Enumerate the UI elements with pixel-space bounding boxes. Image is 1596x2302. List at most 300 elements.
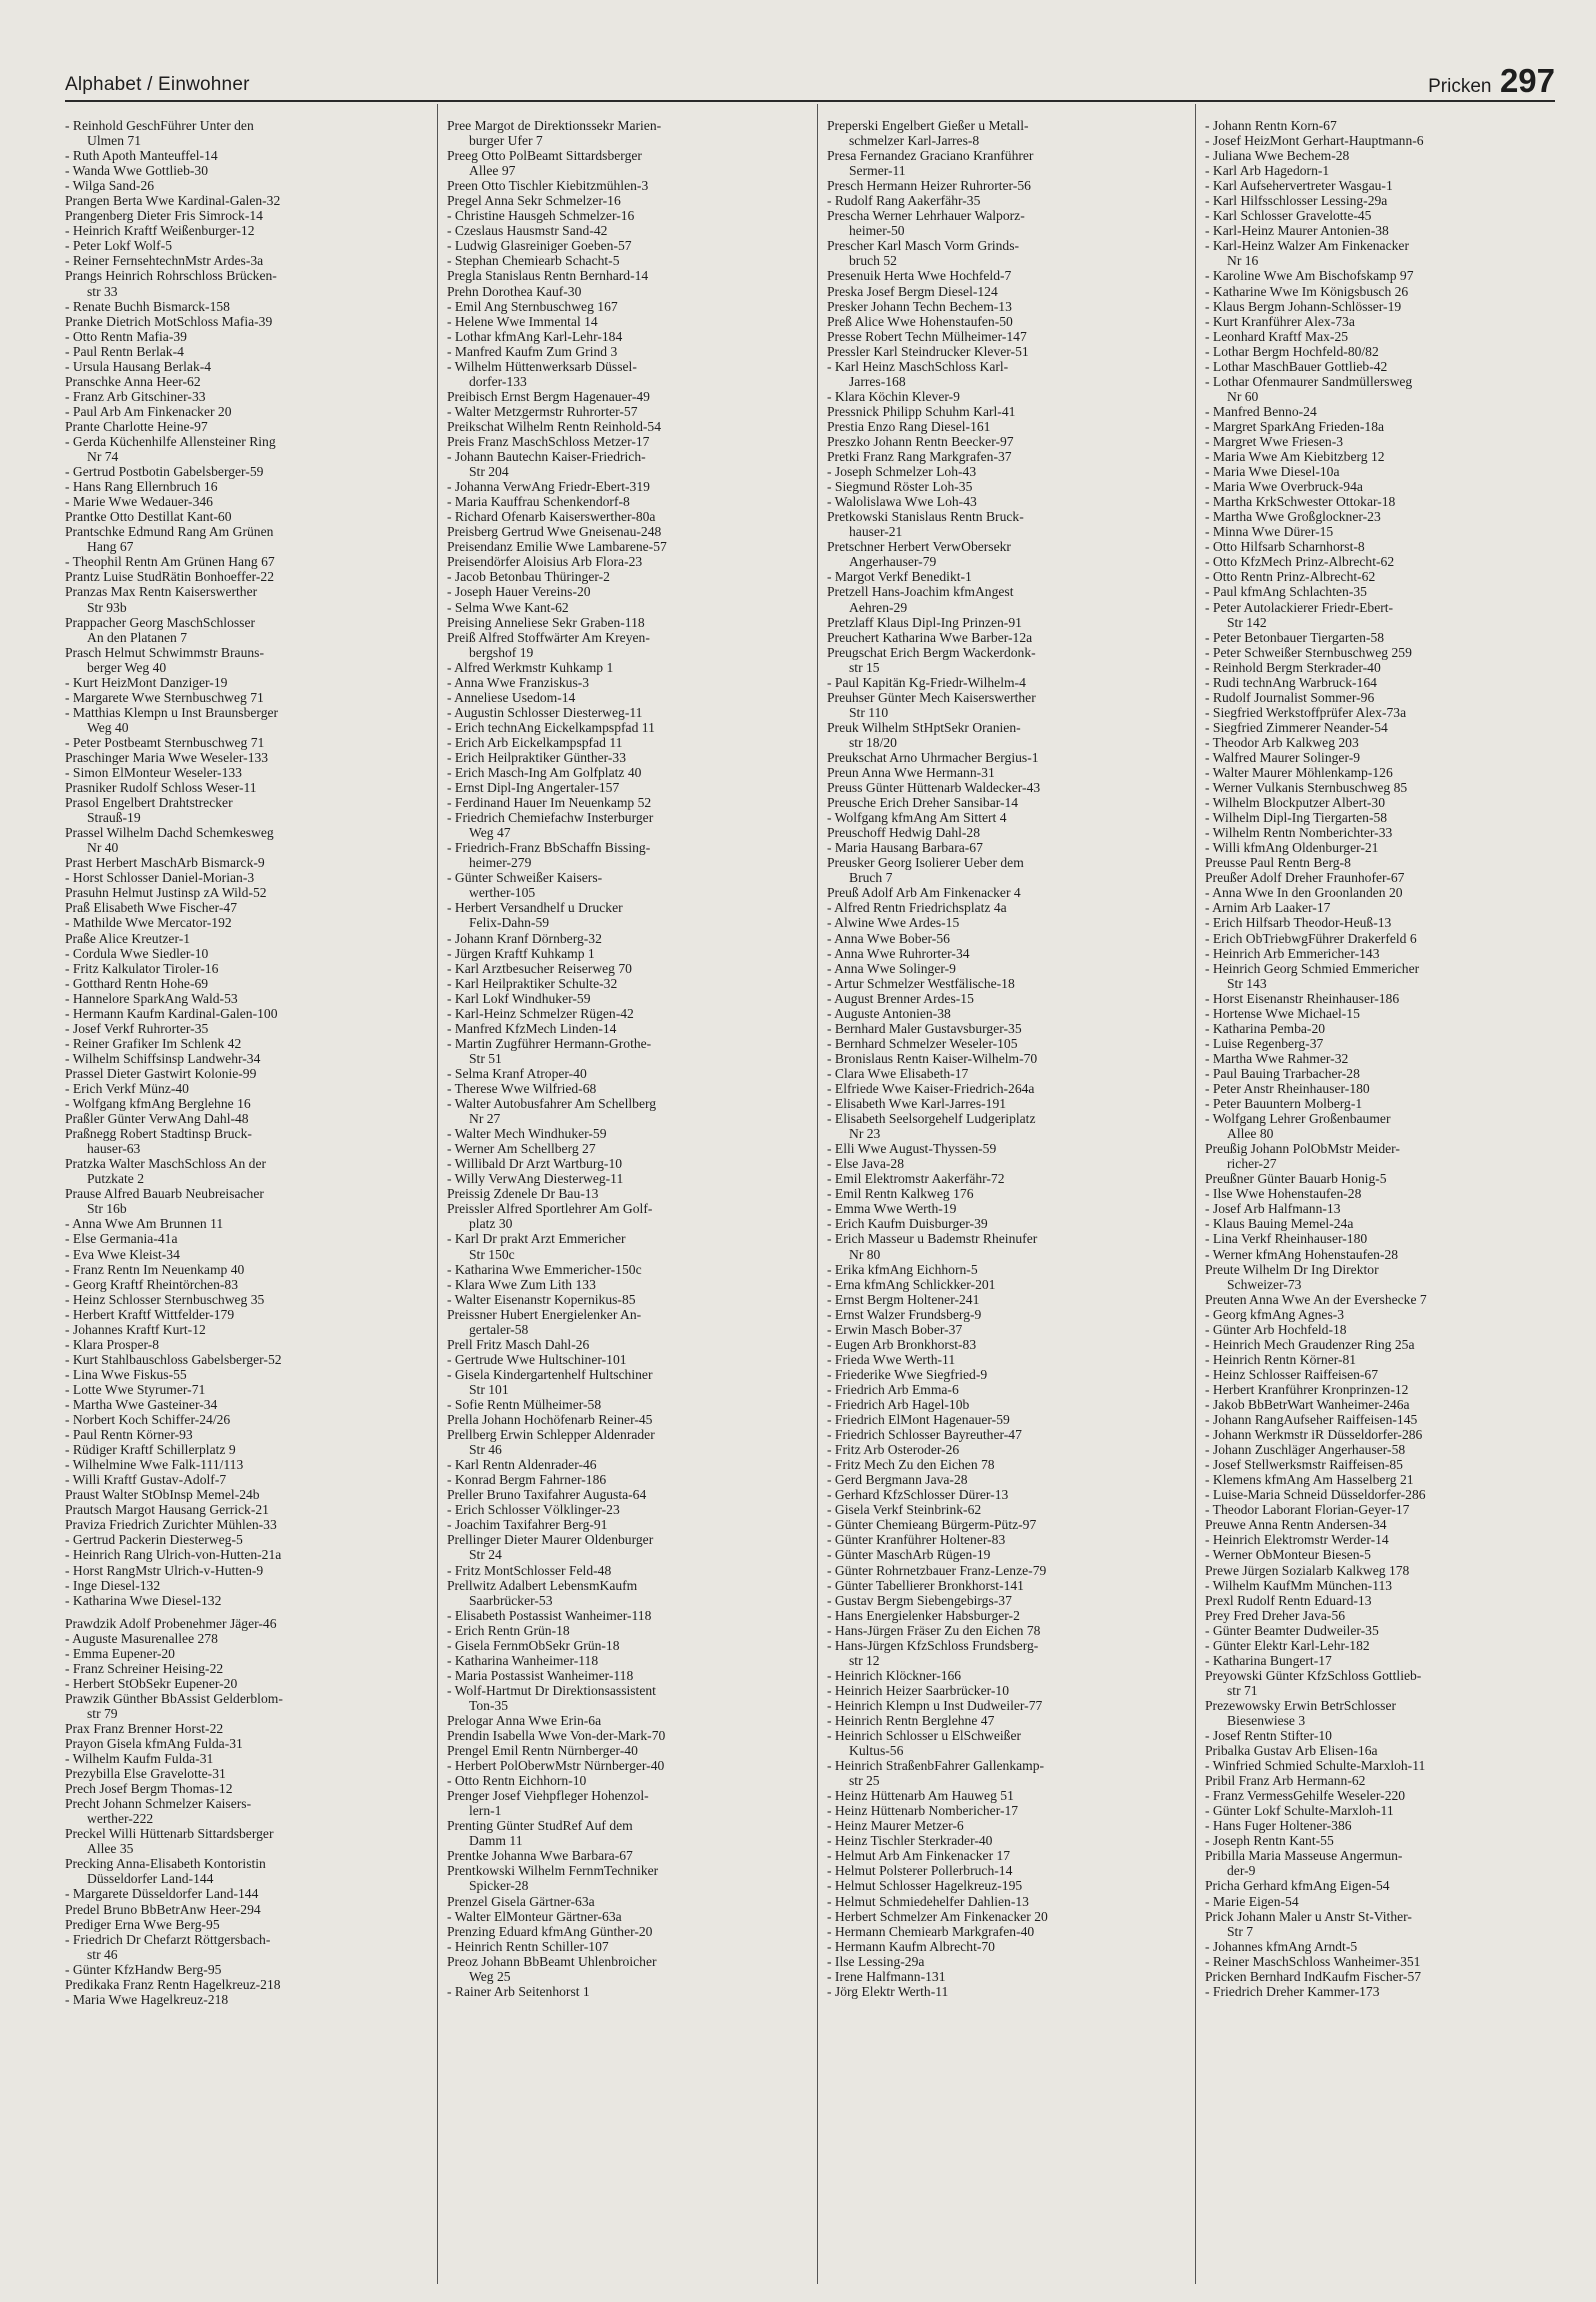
directory-entry: - Klaus Bergm Johann-Schlösser-19 — [1205, 298, 1402, 314]
entry-continuation: Nr 27 — [469, 1111, 501, 1127]
directory-entry: - Wolfgang kfmAng Berglehne 16 — [65, 1096, 251, 1112]
directory-entry: - Gertrud Packerin Diesterweg-5 — [65, 1532, 243, 1548]
directory-entry: - Fritz Arb Osteroder-26 — [827, 1442, 960, 1458]
directory-entry: Prassel Dieter Gastwirt Kolonie-99 — [65, 1065, 257, 1081]
entry-continuation: werther-105 — [469, 885, 536, 901]
directory-entry: - Lina Verkf Rheinhauser-180 — [1205, 1231, 1368, 1247]
directory-entry: Preuhser Günter Mech Kaiserswerther — [827, 689, 1036, 705]
directory-entry: Prediger Erna Wwe Berg-95 — [65, 1916, 220, 1932]
directory-entry: - Sofie Rentn Mülheimer-58 — [447, 1396, 602, 1412]
directory-entry: Preller Bruno Taxifahrer Augusta-64 — [447, 1487, 647, 1503]
directory-entry: - Matthias Klempn u Inst Braunsberger — [65, 704, 279, 720]
directory-entry: Prangs Heinrich Rohrschloss Brücken- — [65, 268, 277, 284]
entry-continuation: Allee 35 — [87, 1841, 134, 1857]
entry-continuation: str 79 — [87, 1705, 118, 1721]
directory-entry: - Josef Verkf Ruhrorter-35 — [65, 1020, 209, 1036]
directory-entry: - Maria Wwe Diesel-10a — [1205, 464, 1340, 480]
directory-entry: Preoz Johann BbBeamt Uhlenbroicher — [447, 1953, 657, 1969]
directory-entry: - Wilhelm KaufMm München-113 — [1205, 1577, 1393, 1593]
directory-entry: Preute Wilhelm Dr Ing Direktor — [1205, 1261, 1379, 1277]
directory-entry: - Peter Betonbauer Tiergarten-58 — [1205, 629, 1385, 645]
directory-entry: - Bernhard Schmelzer Weseler-105 — [827, 1035, 1018, 1051]
directory-entry: Prexl Rudolf Rentn Eduard-13 — [1205, 1592, 1372, 1608]
directory-entry: - Horst RangMstr Ulrich-v-Hutten-9 — [65, 1562, 264, 1578]
directory-entry: - Elisabeth Wwe Karl-Jarres-191 — [827, 1096, 1007, 1112]
directory-entry: - Georg Kraftf Rheintörchen-83 — [65, 1276, 239, 1292]
directory-entry: - Hermann Chemiearb Markgrafen-40 — [827, 1923, 1035, 1939]
directory-entry: Prast Herbert MaschArb Bismarck-9 — [65, 855, 265, 871]
directory-entry: Pribilla Maria Masseuse Angermun- — [1205, 1848, 1403, 1864]
directory-entry: Prause Alfred Bauarb Neubreisacher — [65, 1186, 264, 1202]
directory-entry: - Wilhelmine Wwe Falk-111/113 — [65, 1457, 244, 1473]
directory-entry: Prellinger Dieter Maurer Oldenburger — [447, 1532, 654, 1548]
entry-continuation: Bruch 7 — [849, 870, 893, 886]
directory-entry: Prenzing Eduard kfmAng Günther-20 — [447, 1923, 653, 1939]
directory-entry: - Czeslaus Hausmstr Sand-42 — [447, 223, 608, 239]
directory-entry: - Herbert PolOberwMstr Nürnberger-40 — [447, 1758, 665, 1774]
directory-entry: - Manfred KfzMech Linden-14 — [447, 1020, 617, 1036]
entry-continuation: An den Platanen 7 — [87, 629, 188, 645]
directory-column-2 — [447, 118, 809, 2288]
entry-continuation: Strauß-19 — [87, 810, 141, 826]
entry-continuation: burger Ufer 7 — [469, 133, 543, 149]
directory-entry: - Gustav Bergm Siebengebirgs-37 — [827, 1592, 1012, 1608]
directory-entry: - Karl-Heinz Maurer Antonien-38 — [1205, 223, 1389, 239]
directory-entry: - Werner Am Schellberg 27 — [447, 1141, 596, 1157]
directory-entry: - Emil Ang Sternbuschweg 167 — [447, 298, 618, 314]
directory-entry: Prayon Gisela kfmAng Fulda-31 — [65, 1736, 243, 1752]
directory-entry: - Peter Bauuntern Molberg-1 — [1205, 1096, 1363, 1112]
directory-entry: Precking Anna-Elisabeth Kontoristin — [65, 1856, 266, 1872]
directory-entry: - August Brenner Ardes-15 — [827, 990, 974, 1006]
directory-entry: Prezybilla Else Gravelotte-31 — [65, 1766, 226, 1782]
directory-entry: Praß Elisabeth Wwe Fischer-47 — [65, 900, 237, 916]
directory-entry: - Günter Rohrnetzbauer Franz-Lenze-79 — [827, 1562, 1047, 1578]
entry-continuation: Putzkate 2 — [87, 1171, 145, 1187]
directory-entry: - Kurt Kranführer Alex-73a — [1205, 313, 1355, 329]
directory-entry: - Elisabeth Seelsorgehelf Ludgeriplatz — [827, 1111, 1036, 1127]
entry-continuation: Biesenwiese 3 — [1227, 1712, 1306, 1728]
directory-entry: - Elli Wwe August-Thyssen-59 — [827, 1141, 997, 1157]
directory-entry: - Friedrich Dreher Kammer-173 — [1205, 1983, 1380, 1999]
directory-entry: - Hortense Wwe Michael-15 — [1205, 1005, 1360, 1021]
directory-entry: Praust Walter StObInsp Memel-24b — [65, 1487, 260, 1503]
directory-entry: - Peter Lokf Wolf-5 — [65, 238, 172, 254]
entry-continuation: Angerhauser-79 — [849, 554, 937, 570]
directory-entry: - Walfred Maurer Solinger-9 — [1205, 749, 1361, 765]
entry-continuation: str 12 — [849, 1652, 880, 1668]
directory-entry: - Wolf-Hartmut Dr Direktionsassistent — [447, 1682, 656, 1698]
directory-entry: Presch Hermann Heizer Ruhrorter-56 — [827, 178, 1031, 194]
entry-continuation: heimer-279 — [469, 855, 532, 871]
directory-entry: - Reiner FernsehtechnMstr Ardes-3a — [65, 253, 264, 269]
directory-entry: - Bronislaus Rentn Kaiser-Wilhelm-70 — [827, 1050, 1038, 1066]
directory-entry: - Maria Postassist Wanheimer-118 — [447, 1667, 634, 1683]
directory-entry: - Hans Energielenker Habsburger-2 — [827, 1607, 1020, 1623]
section-title: Alphabet / Einwohner — [65, 74, 250, 95]
directory-entry: - Erich Masch-Ing Am Golfplatz 40 — [447, 765, 642, 781]
directory-entry: - Heinrich Rentn Berglehne 47 — [827, 1712, 995, 1728]
directory-entry: - Heinrich StraßenbFahrer Gallenkamp- — [827, 1758, 1045, 1774]
directory-entry: Preuten Anna Wwe An der Evershecke 7 — [1205, 1291, 1427, 1307]
directory-entry: - Emil Rentn Kalkweg 176 — [827, 1186, 974, 1202]
directory-entry: - Gotthard Rentn Hohe-69 — [65, 975, 209, 991]
directory-entry: - Konrad Bergm Fahrner-186 — [447, 1472, 607, 1488]
directory-entry: - Kurt Stahlbauschloss Gabelsberger-52 — [65, 1351, 282, 1367]
directory-entry: - Erika kfmAng Eichhorn-5 — [827, 1261, 978, 1277]
directory-entry: - Katharina Wwe Diesel-132 — [65, 1592, 222, 1608]
directory-entry: - Auguste Antonien-38 — [827, 1005, 951, 1021]
directory-entry: Pregla Stanislaus Rentn Bernhard-14 — [447, 268, 649, 284]
directory-entry: - Martha Wwe Rahmer-32 — [1205, 1050, 1349, 1066]
directory-entry: - Luise-Maria Schneid Düsseldorfer-286 — [1205, 1487, 1426, 1503]
directory-entry: - Margret SparkAng Frieden-18a — [1205, 418, 1385, 434]
directory-entry: - Eva Wwe Kleist-34 — [65, 1246, 180, 1262]
directory-entry: - Stephan Chemiearb Schacht-5 — [447, 253, 620, 269]
directory-entry: - Ferdinand Hauer Im Neuenkamp 52 — [447, 795, 652, 811]
directory-entry: - Helmut Schlosser Hagelkreuz-195 — [827, 1878, 1023, 1894]
directory-entry: - Joachim Taxifahrer Berg-91 — [447, 1517, 608, 1533]
directory-entry: Praviza Friedrich Zurichter Mühlen-33 — [65, 1517, 277, 1533]
directory-entry: - Peter Postbeamt Sternbuschweg 71 — [65, 734, 265, 750]
directory-entry: - Gerda Küchenhilfe Allensteiner Ring — [65, 433, 276, 449]
directory-entry: - Johannes Kraftf Kurt-12 — [65, 1321, 206, 1337]
directory-entry: Preising Anneliese Sekr Graben-118 — [447, 614, 645, 630]
directory-entry: - Erich Verkf Münz-40 — [65, 1081, 189, 1096]
directory-entry: Preissig Zdenele Dr Bau-13 — [447, 1186, 599, 1202]
directory-entry: - Karl Schlosser Gravelotte-45 — [1205, 208, 1372, 224]
directory-entry: - Lothar Ofenmaurer Sandmüllersweg — [1205, 373, 1413, 389]
directory-entry: - Auguste Masurenallee 278 — [65, 1630, 218, 1646]
directory-entry: - Wilhelm Dipl-Ing Tiergarten-58 — [1205, 810, 1388, 826]
directory-entry: - Herbert Schmelzer Am Finkenacker 20 — [827, 1908, 1048, 1924]
directory-entry: - Walter ElMonteur Gärtner-63a — [447, 1908, 622, 1924]
directory-entry: - Günter Lokf Schulte-Marxloh-11 — [1205, 1803, 1394, 1819]
directory-entry: - Jürgen Kraftf Kuhkamp 1 — [447, 945, 595, 961]
directory-entry: - Wanda Wwe Gottlieb-30 — [65, 163, 208, 179]
directory-entry: - Paul Rentn Körner-93 — [65, 1427, 193, 1443]
directory-entry: Preikschat Wilhelm Rentn Reinhold-54 — [447, 418, 662, 434]
directory-entry: - Heinz Schlosser Raiffeisen-67 — [1205, 1366, 1379, 1382]
directory-entry: - Herbert StObSekr Eupener-20 — [65, 1675, 238, 1691]
entry-continuation: Str 46 — [469, 1442, 502, 1458]
directory-entry: - Erich Heilpraktiker Günther-33 — [447, 749, 627, 765]
entry-continuation: bruch 52 — [849, 253, 897, 269]
directory-entry: Pretschner Herbert VerwObersekr — [827, 539, 1011, 555]
directory-entry: - Friedrich ElMont Hagenauer-59 — [827, 1412, 1010, 1428]
directory-entry: Preis Franz MaschSchloss Metzer-17 — [447, 433, 650, 449]
directory-entry: Preusker Georg Isolierer Ueber dem — [827, 855, 1024, 871]
directory-entry: Preperski Engelbert Gießer u Metall- — [827, 118, 1029, 133]
directory-entry: - Manfred Kaufm Zum Grind 3 — [447, 343, 618, 359]
directory-entry: - Alfred Rentn Friedrichsplatz 4a — [827, 900, 1007, 916]
directory-entry: - Ruth Apoth Manteuffel-14 — [65, 148, 218, 164]
directory-entry: - Emma Wwe Werth-19 — [827, 1201, 957, 1217]
directory-entry: - Walter Maurer Möhlenkamp-126 — [1205, 765, 1393, 781]
directory-entry: - Günter Chemieang Bürgerm-Pütz-97 — [827, 1517, 1037, 1533]
directory-entry: - Lothar kfmAng Karl-Lehr-184 — [447, 328, 623, 344]
directory-entry: Preckel Willi Hüttenarb Sittardsberger — [65, 1826, 274, 1842]
entry-continuation: bergshof 19 — [469, 644, 534, 660]
directory-entry: - Otto Rentn Prinz-Albrecht-62 — [1205, 569, 1376, 585]
directory-entry: - Christine Hausgeh Schmelzer-16 — [447, 208, 635, 224]
directory-entry: - Maria Hausang Barbara-67 — [827, 840, 983, 856]
directory-entry: - Anna Wwe Bober-56 — [827, 930, 950, 946]
directory-entry: Pranschke Anna Heer-62 — [65, 373, 201, 389]
directory-entry: Pretki Franz Rang Markgrafen-37 — [827, 449, 1012, 465]
entry-gap — [65, 1608, 427, 1616]
directory-entry: Prawzik Günther BbAssist Gelderblom- — [65, 1690, 283, 1706]
entry-continuation: Str 7 — [1227, 1923, 1254, 1939]
entry-continuation: Nr 80 — [849, 1246, 881, 1262]
entry-continuation: Felix-Dahn-59 — [469, 915, 550, 931]
entry-continuation: platz 30 — [469, 1216, 513, 1232]
directory-entry: - Hermann Kaufm Kardinal-Galen-100 — [65, 1005, 278, 1021]
directory-entry: Pregel Anna Sekr Schmelzer-16 — [447, 193, 621, 209]
directory-column-1 — [65, 118, 427, 2288]
directory-entry: - Heinz Tischler Sterkrader-40 — [827, 1833, 993, 1849]
directory-entry: Pricken Bernhard IndKaufm Fischer-57 — [1205, 1968, 1422, 1984]
directory-entry: - Anna Wwe In den Groonlanden 20 — [1205, 885, 1403, 901]
directory-entry: - Rainer Arb Seitenhorst 1 — [447, 1983, 590, 1999]
directory-entry: - Elfriede Wwe Kaiser-Friedrich-264a — [827, 1081, 1035, 1096]
directory-entry: - Margret Wwe Friesen-3 — [1205, 433, 1344, 449]
directory-entry: - Katharina Pemba-20 — [1205, 1020, 1326, 1036]
entry-continuation: Allee 97 — [469, 163, 516, 179]
directory-entry: - Frieda Wwe Werth-11 — [827, 1351, 956, 1367]
directory-entry: Prech Josef Bergm Thomas-12 — [65, 1781, 233, 1797]
directory-entry: - Helmut Arb Am Finkenacker 17 — [827, 1848, 1011, 1864]
directory-entry: - Heinz Hüttenarb Am Hauweg 51 — [827, 1788, 1014, 1804]
entry-continuation: Damm 11 — [469, 1833, 523, 1849]
directory-entry: - Martha Wwe Großglockner-23 — [1205, 509, 1381, 525]
entry-continuation: str 25 — [849, 1773, 880, 1789]
directory-entry: - Gertrud Postbotin Gabelsberger-59 — [65, 464, 264, 480]
directory-entry: Prante Charlotte Heine-97 — [65, 418, 208, 434]
directory-entry: - Rudolf Rang Aakerfähr-35 — [827, 193, 981, 209]
directory-entry: - Günter KfzHandw Berg-95 — [65, 1961, 222, 1977]
directory-entry: - Heinz Schlosser Sternbuschweg 35 — [65, 1291, 265, 1307]
directory-entry: Preisendanz Emilie Wwe Lambarene-57 — [447, 539, 667, 555]
directory-entry: - Reiner MaschSchloss Wanheimer-351 — [1205, 1953, 1421, 1969]
directory-entry: - Wilhelm Hüttenwerksarb Düssel- — [447, 358, 637, 374]
entry-continuation: str 18/20 — [849, 734, 897, 750]
directory-entry: - Hans-Jürgen Fräser Zu den Eichen 78 — [827, 1622, 1041, 1638]
directory-entry: - Walter Autobusfahrer Am Schellberg — [447, 1096, 657, 1112]
directory-entry: - Heinrich Georg Schmied Emmericher — [1205, 960, 1420, 976]
directory-entry: - Fritz MontSchlosser Feld-48 — [447, 1562, 612, 1578]
directory-entry: - Alwine Wwe Ardes-15 — [827, 915, 960, 931]
entry-continuation: Aehren-29 — [849, 599, 908, 615]
entry-continuation: Nr 40 — [87, 840, 119, 856]
directory-entry: Prasuhn Helmut Justinsp zA Wild-52 — [65, 885, 267, 901]
directory-entry: - Anna Wwe Franziskus-3 — [447, 674, 590, 690]
entry-continuation: Str 24 — [469, 1547, 502, 1563]
directory-entry: Prezewowsky Erwin BetrSchlosser — [1205, 1697, 1397, 1713]
directory-entry: - Maria Wwe Am Kiebitzberg 12 — [1205, 449, 1385, 465]
entry-continuation: Str 101 — [469, 1381, 509, 1397]
directory-entry: - Karl Heilpraktiker Schulte-32 — [447, 975, 618, 991]
page-header — [65, 62, 1555, 102]
directory-entry: - Johann Bautechn Kaiser-Friedrich- — [447, 449, 646, 465]
directory-entry: - Heinrich Rentn Schiller-107 — [447, 1938, 609, 1954]
directory-entry: Prantz Luise StudRätin Bonhoeffer-22 — [65, 569, 275, 585]
directory-entry: - Heinrich Rentn Körner-81 — [1205, 1351, 1357, 1367]
directory-entry: - Renate Buchh Bismarck-158 — [65, 298, 230, 314]
directory-entry: Prellwitz Adalbert LebensmKaufm — [447, 1577, 638, 1593]
directory-entry: - Karl Heinz MaschSchloss Karl- — [827, 358, 1009, 374]
directory-entry: - Werner Vulkanis Sternbuschweg 85 — [1205, 780, 1408, 796]
directory-entry: Prey Fred Dreher Java-56 — [1205, 1607, 1346, 1623]
directory-entry: - Helmut Polsterer Pollerbruch-14 — [827, 1863, 1013, 1879]
directory-entry: - Günter Schweißer Kaisers- — [447, 870, 603, 886]
directory-entry: - Anna Wwe Am Brunnen 11 — [65, 1216, 224, 1232]
directory-entry: - Herbert Kraftf Wittfelder-179 — [65, 1306, 235, 1322]
directory-entry: - Theodor Laborant Florian-Geyer-17 — [1205, 1502, 1410, 1518]
directory-entry: Preisberg Gertrud Wwe Gneisenau-248 — [447, 524, 662, 540]
directory-entry: - Martha Wwe Gasteiner-34 — [65, 1396, 218, 1412]
directory-entry: - Ernst Bergm Holtener-241 — [827, 1291, 980, 1307]
entry-continuation: Str 142 — [1227, 614, 1267, 630]
directory-entry: Preußig Johann PolObMstr Meider- — [1205, 1141, 1400, 1157]
directory-entry: - Alfred Werkmstr Kuhkamp 1 — [447, 659, 614, 675]
directory-entry: - Selma Wwe Kant-62 — [447, 599, 569, 615]
entry-continuation: Kultus-56 — [849, 1743, 904, 1759]
directory-entry: Prentkowski Wilhelm FernmTechniker — [447, 1863, 659, 1879]
directory-entry: Precht Johann Schmelzer Kaisers- — [65, 1796, 252, 1812]
directory-entry: Pressnick Philipp Schuhm Karl-41 — [827, 403, 1016, 419]
directory-entry: - Peter Schweißer Sternbuschweg 259 — [1205, 644, 1412, 660]
directory-entry: - Karl Dr prakt Arzt Emmericher — [447, 1231, 626, 1247]
directory-entry: - Jakob BbBetrWart Wanheimer-246a — [1205, 1396, 1410, 1412]
directory-entry: - Willi kfmAng Oldenburger-21 — [1205, 840, 1379, 856]
entry-continuation: Str 143 — [1227, 975, 1267, 991]
entry-continuation: Düsseldorfer Land-144 — [87, 1871, 214, 1887]
directory-entry: - Peter Anstr Rheinhauser-180 — [1205, 1081, 1370, 1096]
directory-entry: Prawdzik Adolf Probenehmer Jäger-46 — [65, 1615, 277, 1631]
directory-entry: - Hannelore SparkAng Wald-53 — [65, 990, 238, 1006]
directory-entry: Preeg Otto PolBeamt Sittardsberger — [447, 148, 642, 164]
directory-entry: - Arnim Arb Laaker-17 — [1205, 900, 1331, 916]
directory-entry: Prendin Isabella Wwe Von-der-Mark-70 — [447, 1728, 666, 1744]
directory-entry: - Paul Kapitän Kg-Friedr-Wilhelm-4 — [827, 674, 1026, 690]
entry-continuation: gertaler-58 — [469, 1321, 529, 1337]
directory-entry: - Heinrich Schlosser u ElSchweißer — [827, 1728, 1022, 1744]
directory-entry: - Günter Elektr Karl-Lehr-182 — [1205, 1637, 1370, 1653]
directory-entry: - Fritz Kalkulator Tiroler-16 — [65, 960, 219, 976]
directory-entry: - Johann Kranf Dörnberg-32 — [447, 930, 602, 946]
running-head — [1428, 62, 1555, 100]
directory-entry: Prengel Emil Rentn Nürnberger-40 — [447, 1743, 638, 1759]
directory-entry: - Georg kfmAng Agnes-3 — [1205, 1306, 1345, 1322]
entry-continuation: hauser-63 — [87, 1141, 141, 1157]
directory-entry: Preen Otto Tischler Kiebitzmühlen-3 — [447, 178, 649, 194]
directory-entry: Pree Margot de Direktionssekr Marien- — [447, 118, 662, 133]
directory-entry: - Karl Rentn Aldenrader-46 — [447, 1457, 597, 1473]
directory-entry: - Johannes kfmAng Arndt-5 — [1205, 1938, 1358, 1954]
directory-entry: - Artur Schmelzer Westfälische-18 — [827, 975, 1015, 991]
directory-entry: - Gertrude Wwe Hultschiner-101 — [447, 1351, 627, 1367]
directory-entry: - Otto Rentn Mafia-39 — [65, 328, 187, 344]
directory-entry: - Erich Masseur u Bademstr Rheinufer — [827, 1231, 1038, 1247]
directory-entry: Presa Fernandez Graciano Kranführer — [827, 148, 1034, 164]
directory-entry: Preuschoff Hedwig Dahl-28 — [827, 825, 981, 841]
directory-entry: - Hans Rang Ellernbruch 16 — [65, 479, 218, 495]
directory-entry: - Josef HeizMont Gerhart-Hauptmann-6 — [1205, 133, 1424, 149]
page-number: 297 — [1499, 62, 1555, 99]
directory-entry: Pranzas Max Rentn Kaiserswerther — [65, 584, 258, 600]
directory-entry: - Lothar Bergm Hochfeld-80/82 — [1205, 343, 1379, 359]
directory-entry: - Horst Schlosser Daniel-Morian-3 — [65, 870, 255, 886]
directory-entry: - Clara Wwe Elisabeth-17 — [827, 1065, 969, 1081]
directory-entry: Pressler Karl Steindrucker Klever-51 — [827, 343, 1029, 359]
directory-entry: - Heinrich Klöckner-166 — [827, 1667, 962, 1683]
directory-entry: Prasniker Rudolf Schloss Weser-11 — [65, 780, 257, 796]
entry-continuation: Str 51 — [469, 1050, 502, 1066]
directory-entry: Prappacher Georg MaschSchlosser — [65, 614, 256, 630]
entry-continuation: Jarres-168 — [849, 373, 906, 389]
directory-entry: Pretzell Hans-Joachim kfmAngest — [827, 584, 1014, 600]
directory-columns — [65, 118, 1555, 2288]
directory-entry: - Karl Lokf Windhuker-59 — [447, 990, 591, 1006]
directory-entry: - Johann Zuschläger Angerhauser-58 — [1205, 1442, 1406, 1458]
directory-entry: - Ilse Lessing-29a — [827, 1953, 925, 1969]
directory-entry: - Klemens kfmAng Am Hasselberg 21 — [1205, 1472, 1414, 1488]
directory-entry: Preuchert Katharina Wwe Barber-12a — [827, 629, 1033, 645]
directory-entry: - Martha KrkSchwester Ottokar-18 — [1205, 494, 1396, 510]
directory-entry: - Martin Zugführer Hermann-Grothe- — [447, 1035, 652, 1051]
directory-entry: - Katharine Wwe Im Königsbusch 26 — [1205, 283, 1409, 299]
directory-entry: Preuss Günter Hüttenarb Waldecker-43 — [827, 780, 1041, 796]
entry-continuation: hauser-21 — [849, 524, 903, 540]
directory-entry: Presse Robert Techn Mülheimer-147 — [827, 328, 1027, 344]
directory-entry: - Erich Rentn Grün-18 — [447, 1622, 570, 1638]
entry-continuation: Nr 16 — [1227, 253, 1259, 269]
directory-entry: Prassel Wilhelm Dachd Schemkesweg — [65, 825, 274, 841]
directory-entry: - Else Germania-41a — [65, 1231, 178, 1247]
directory-entry: - Erich ObTriebwgFührer Drakerfeld 6 — [1205, 930, 1417, 946]
directory-entry: - Margot Verkf Benedikt-1 — [827, 569, 972, 585]
directory-entry: - Siegfried Zimmerer Neander-54 — [1205, 719, 1388, 735]
directory-entry: - Joseph Hauer Vereins-20 — [447, 584, 591, 600]
directory-entry: - Erich Schlosser Völklinger-23 — [447, 1502, 620, 1518]
directory-column-3 — [827, 118, 1189, 2288]
entry-continuation: Saarbrücker-53 — [469, 1592, 553, 1608]
directory-entry: - Klara Prosper-8 — [65, 1336, 160, 1352]
entry-continuation: Ulmen 71 — [87, 133, 141, 149]
entry-continuation: der-9 — [1227, 1863, 1256, 1879]
directory-column-4 — [1205, 118, 1555, 2288]
directory-entry: - Karl-Heinz Walzer Am Finkenacker — [1205, 238, 1409, 254]
directory-entry: - Anna Wwe Solinger-9 — [827, 960, 956, 976]
directory-entry: - Lotte Wwe Styrumer-71 — [65, 1381, 206, 1397]
entry-continuation: heimer-50 — [849, 223, 905, 239]
directory-entry: Pribalka Gustav Arb Elisen-16a — [1205, 1743, 1378, 1759]
directory-entry: - Karl Hilfsschlosser Lessing-29a — [1205, 193, 1388, 209]
directory-entry: - Karl Aufsehervertreter Wasgau-1 — [1205, 178, 1393, 194]
entry-continuation: Schweizer-73 — [1227, 1276, 1302, 1292]
directory-entry: Preibisch Ernst Bergm Hagenauer-49 — [447, 388, 650, 404]
directory-entry: Preusche Erich Dreher Sansibar-14 — [827, 795, 1019, 811]
directory-entry: - Heinrich Elektromstr Werder-14 — [1205, 1532, 1389, 1548]
directory-entry: - Else Java-28 — [827, 1156, 905, 1172]
entry-continuation: Hang 67 — [87, 539, 134, 555]
directory-entry: Prewe Jürgen Sozialarb Kalkweg 178 — [1205, 1562, 1410, 1578]
entry-continuation: Weg 40 — [87, 719, 129, 735]
directory-entry: - Walolislawa Wwe Loh-43 — [827, 494, 977, 510]
directory-entry: Preissler Alfred Sportlehrer Am Golf- — [447, 1201, 653, 1217]
directory-entry: Preß Alice Wwe Hohenstaufen-50 — [827, 313, 1013, 329]
